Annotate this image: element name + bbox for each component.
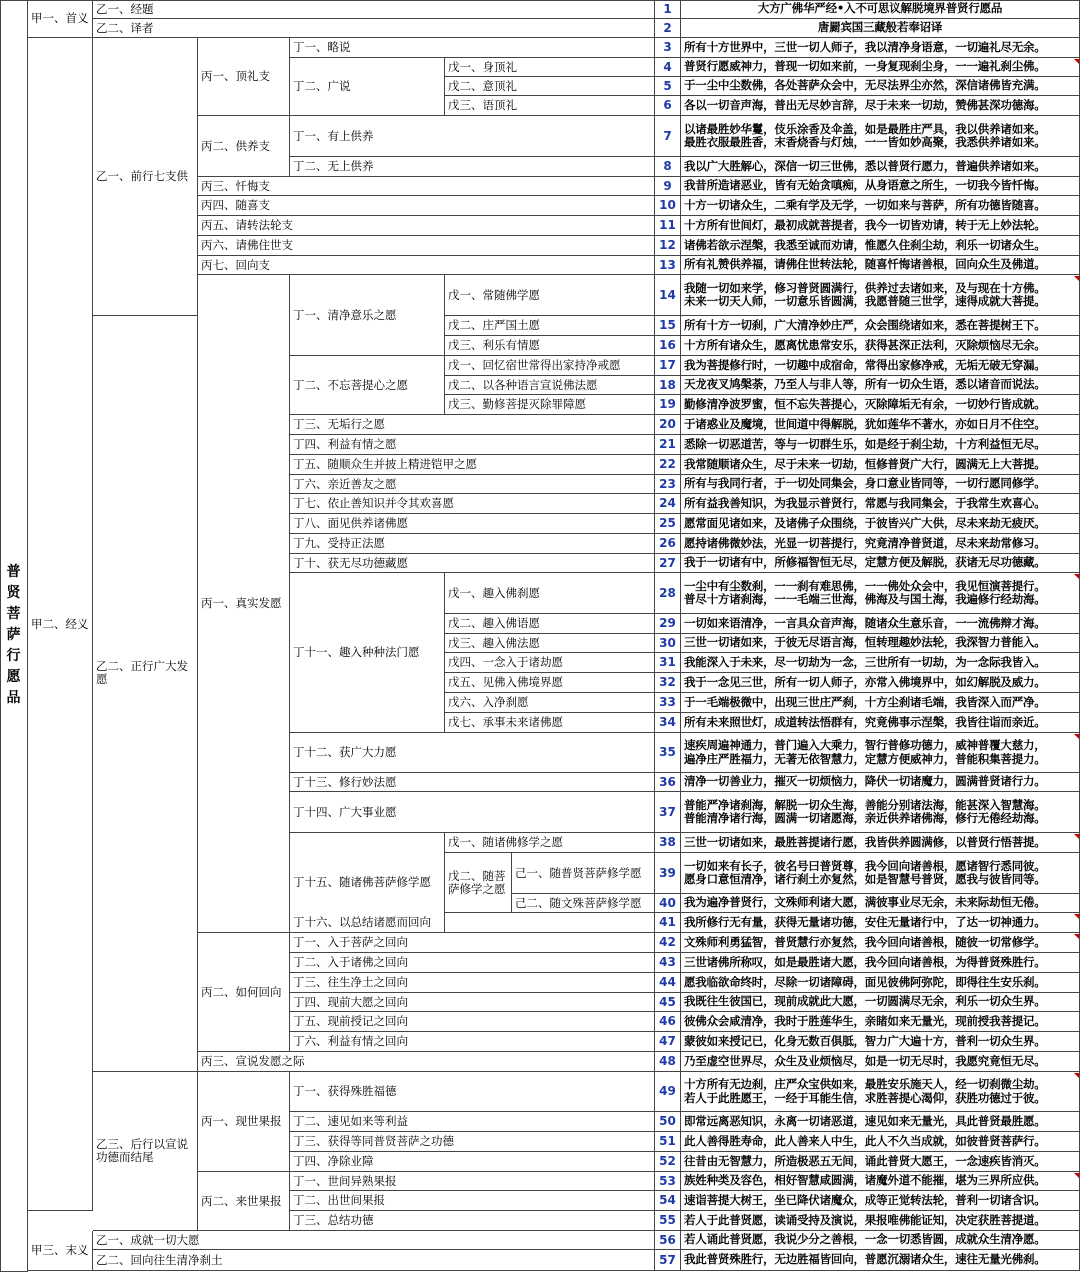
level-ji-cell: 己一、随普贤菩萨修学愿 (512, 853, 655, 894)
level-wu-cell: 戊二、趣入佛语愿 (445, 614, 655, 634)
level-ding-cell: 丁五、随顺众生并披上精进铠甲之愿 (290, 455, 655, 475)
verse-number: 31 (655, 653, 681, 673)
level-ding-cell: 丁十三、修行妙法愿 (290, 773, 655, 792)
verse-number: 35 (655, 733, 681, 773)
verse-text: 即常远离恶知识，永离一切诸恶道，速见如来无量光，具此普贤最胜愿。 (681, 1112, 1080, 1132)
verse-text: 所有未来照世灯，成道转法悟群有，究竟佛事示涅槃，我皆往诣而亲近。 (681, 713, 1080, 733)
level-ding-cell: 丁十五、随诸佛菩萨修学愿 (290, 833, 445, 933)
verse-text: 一切如来语清净，一言具众音声海，随诸众生意乐音，一一流佛辩才海。 (681, 614, 1080, 634)
level-ding-cell: 丁三、无垢行之愿 (290, 415, 655, 435)
verse-number: 30 (655, 634, 681, 653)
verse-number: 5 (655, 77, 681, 96)
verse-number: 23 (655, 475, 681, 494)
verse-text: 于诸惑业及魔境，世间道中得解脱，犹如莲华不著水，亦如日月不住空。 (681, 415, 1080, 435)
verse-text: 天龙夜叉鸠槃荼，乃至人与非人等，所有一切众生语，悉以诸音而说法。 (681, 376, 1080, 395)
verse-number: 3 (655, 38, 681, 58)
level-wu-cell: 戊一、常随佛学愿 (445, 275, 655, 316)
verse-text: 我于一切诸有中，所修福智恒无尽，定慧方便及解脱，获诸无尽功德藏。 (681, 554, 1080, 573)
verse-number: 57 (655, 1250, 681, 1271)
verse-number: 16 (655, 336, 681, 356)
level-bing-cell: 丙二、来世果报 (198, 1172, 290, 1231)
level-ding-cell: 丁六、利益有情之回向 (290, 1032, 655, 1052)
verse-text: 我此普贤殊胜行，无边胜福皆回向，普愿沉溺诸众生，速往无量光佛刹。 (681, 1250, 1080, 1271)
verse-number: 18 (655, 376, 681, 395)
verse-text: 三世一切诸如来，于彼无尽语言海，恒转理趣妙法轮，我深智力普能入。 (681, 634, 1080, 653)
level-wu-cell: 戊三、利乐有情愿 (445, 336, 655, 356)
verse-number: 17 (655, 356, 681, 376)
verse-number: 53 (655, 1172, 681, 1191)
verse-text: 以诸最胜妙华鬘，伎乐涂香及伞盖，如是最胜庄严具，我以供养诸如来。 最胜衣服最胜香，末香烧香与灯烛，一一皆如妙高聚，我悉供养诸如来。 (681, 116, 1080, 157)
level-yi-cell: 乙一、前行七支供 (93, 38, 198, 316)
verse-text: 乃至虚空世界尽，众生及业烦恼尽，如是一切无尽时，我愿究竟恒无尽。 (681, 1052, 1080, 1072)
verse-number: 36 (655, 773, 681, 792)
verse-text: 于一尘中尘数佛，各处菩萨众会中，无尽法界尘亦然，深信诸佛皆充满。 (681, 77, 1080, 96)
verse-text: 彼佛众会咸清净，我时于胜莲华生，亲睹如来无量光，现前授我菩提记。 (681, 1012, 1080, 1032)
comment-marker-icon (1074, 59, 1079, 64)
comment-marker-icon (1074, 914, 1079, 919)
verse-text: 我随一切如来学，修习普贤圆满行，供养过去诸如来，及与现在十方佛。 未来一切天人师，一切意乐皆圆满，我愿普随三世学，速得成就大菩提。 (681, 275, 1080, 316)
comment-marker-icon (1074, 574, 1079, 579)
level-wu-cell: 戊二、意顶礼 (445, 77, 655, 96)
level-ding-cell: 丁六、亲近善友之愿 (290, 475, 655, 494)
level-yi-cell: 乙一、经题 (93, 0, 655, 19)
level-ding-cell: 丁七、依止善知识并令其欢喜愿 (290, 494, 655, 514)
level-bing-cell: 丙三、宣说发愿之际 (198, 1052, 655, 1072)
level-bing-cell: 丙七、回向支 (198, 256, 655, 275)
verse-text: 我常随顺诸众生，尽于未来一切劫，恒修普贤广大行，圆满无上大菩提。 (681, 455, 1080, 475)
verse-text: 一尘中有尘数刹，一一刹有难思佛，一一佛处众会中，我见恒演菩提行。 普尽十方诸刹海，一一毛端三世海，佛海及与国土海，我遍修行经劫海。 (681, 573, 1080, 614)
verse-text: 速诣菩提大树王，坐已降伏诸魔众，成等正觉转法轮，普利一切诸含识。 (681, 1191, 1080, 1211)
verse-number: 45 (655, 993, 681, 1012)
verse-text: 三世一切诸如来，最胜菩提诸行愿，我皆供养圆满修，以普贤行悟菩提。 (681, 833, 1080, 853)
verse-text: 我以广大胜解心，深信一切三世佛，悉以普贤行愿力，普遍供养诸如来。 (681, 157, 1080, 177)
verse-number: 32 (655, 673, 681, 693)
level-wu-cell: 戊一、身顶礼 (445, 58, 655, 77)
verse-number: 43 (655, 953, 681, 973)
verse-text: 普贤行愿威神力，普现一切如来前，一身复现刹尘身，一一遍礼刹尘佛。 (681, 58, 1080, 77)
verse-text: 愿我临欲命终时，尽除一切诸障碍，面见彼佛阿弥陀，即得往生安乐刹。 (681, 973, 1080, 993)
verse-number: 15 (655, 316, 681, 336)
level-wu-cell: 戊一、回忆宿世常得出家持净戒愿 (445, 356, 655, 376)
verse-number: 14 (655, 275, 681, 316)
level-wu-cell: 戊三、趣入佛法愿 (445, 634, 655, 653)
level-ding-cell: 丁十、获无尽功德藏愿 (290, 554, 655, 573)
verse-number: 20 (655, 415, 681, 435)
level-wu-cell: 戊二、庄严国土愿 (445, 316, 655, 336)
verse-text: 我为菩提修行时，一切趣中成宿命，常得出家修净戒，无垢无破无穿漏。 (681, 356, 1080, 376)
level-ding-cell: 丁二、无上供养 (290, 157, 655, 177)
verse-text: 悉除一切恶道苦，等与一切群生乐，如是经于刹尘劫，十方利益恒无尽。 (681, 435, 1080, 455)
level-ding-cell: 丁四、净除业障 (290, 1152, 655, 1172)
verse-number: 21 (655, 435, 681, 455)
level-wu-cell: 戊三、语顶礼 (445, 96, 655, 116)
verse-number: 48 (655, 1052, 681, 1072)
level-wu-cell: 戊七、承事未来诸佛愿 (445, 713, 655, 733)
level-ji-cell: 己二、随文殊菩萨修学愿 (512, 894, 655, 913)
verse-number: 1 (655, 0, 681, 19)
level-bing-cell: 丙一、真实发愿 (198, 275, 290, 933)
level-wu-cell: 戊一、随诸佛修学之愿 (445, 833, 655, 853)
verse-number: 8 (655, 157, 681, 177)
verse-number: 34 (655, 713, 681, 733)
level-jia-cell: 甲三、末义 (28, 1231, 93, 1271)
verse-text: 各以一切音声海，普出无尽妙言辞，尽于未来一切劫，赞佛甚深功德海。 (681, 96, 1080, 116)
verse-text: 于一毛端极微中，出现三世庄严刹，十方尘刹诸毛端，我皆深入而严净。 (681, 693, 1080, 713)
level-ding-cell: 丁二、入于诸佛之回向 (290, 953, 655, 973)
verse-number: 47 (655, 1032, 681, 1052)
verse-number: 2 (655, 19, 681, 38)
verse-text: 我所修行无有量，获得无量诸功德，安住无量诸行中，了达一切神通力。 (681, 913, 1080, 933)
level-yi-cell: 乙二、回向往生清净刹土 (93, 1250, 655, 1271)
level-yi-cell: 乙三、后行以宣说 功德而结尾 (93, 1072, 198, 1231)
verse-text: 族姓种类及容色，相好智慧咸圆满，诸魔外道不能摧，堪为三界所应供。 (681, 1172, 1080, 1191)
verse-text: 我为遍净普贤行，文殊师利诸大愿，满彼事业尽无余，未来际劫恒无倦。 (681, 894, 1080, 913)
level-ding-cell: 丁八、面见供养诸佛愿 (290, 514, 655, 534)
verse-number: 56 (655, 1231, 681, 1250)
verse-number: 25 (655, 514, 681, 534)
level-bing-cell: 丙二、如何回向 (198, 933, 290, 1052)
level-wu-cell: 戊一、趣入佛刹愿 (445, 573, 655, 614)
verse-text: 若人于此普贤愿，读诵受持及演说，果报唯佛能证知，决定获胜菩提道。 (681, 1211, 1080, 1231)
verse-number: 22 (655, 455, 681, 475)
verse-number: 28 (655, 573, 681, 614)
verse-text: 诸佛若欲示涅槃，我悉至诚而劝请，惟愿久住刹尘劫，利乐一切诸众生。 (681, 236, 1080, 256)
verse-number: 11 (655, 216, 681, 236)
verse-number: 41 (655, 913, 681, 933)
level-ding-cell: 丁四、利益有情之愿 (290, 435, 655, 455)
comment-marker-icon (1074, 1173, 1079, 1178)
comment-marker-icon (1074, 834, 1079, 839)
verse-number: 33 (655, 693, 681, 713)
level-wu-cell: 戊四、一念入于诸劫愿 (445, 653, 655, 673)
verse-text: 清净一切善业力，摧灭一切烦恼力，降伏一切诸魔力，圆满普贤诸行力。 (681, 773, 1080, 792)
verse-text: 文殊师利勇猛智，普贤慧行亦复然，我今回向诸善根，随彼一切常修学。 (681, 933, 1080, 953)
verse-number: 39 (655, 853, 681, 894)
verse-text: 所有礼赞供养福，请佛住世转法轮，随喜忏悔诸善根，回向众生及佛道。 (681, 256, 1080, 275)
verse-number: 51 (655, 1132, 681, 1152)
verse-text: 唐罽宾国三藏般若奉诏译 (681, 19, 1080, 38)
verse-text: 普能严净诸刹海，解脱一切众生海，善能分别诸法海，能甚深入智慧海。 普能清净诸行海，圆满一切诸愿海，亲近供养诸佛海，修行无倦经劫海。 (681, 792, 1080, 833)
verse-number: 7 (655, 116, 681, 157)
verse-number: 49 (655, 1072, 681, 1112)
comment-marker-icon (1074, 1073, 1079, 1078)
verse-text: 此人善得胜寿命，此人善来人中生，此人不久当成就，如彼普贤菩萨行。 (681, 1132, 1080, 1152)
verse-text: 十方所有诸众生，愿离忧患常安乐，获得甚深正法利，灭除烦恼尽无余。 (681, 336, 1080, 356)
verse-text: 速疾周遍神通力，普门遍入大乘力，智行普修功德力，威神普覆大慈力， 遍净庄严胜福力，无著无依智慧力，定慧方便威神力，普能积集菩提力。 (681, 733, 1080, 773)
verse-text: 三世诸佛所称叹，如是最胜诸大愿，我今回向诸善根，为得普贤殊胜行。 (681, 953, 1080, 973)
verse-text: 大方广佛华严经•入不可思议解脱境界普贤行愿品 (681, 0, 1080, 19)
level-ding-cell: 丁三、获得等同普贤菩萨之功德 (290, 1132, 655, 1152)
verse-number: 50 (655, 1112, 681, 1132)
verse-number: 55 (655, 1211, 681, 1231)
level-wu-cell: 戊三、勤修菩提灭除罪障愿 (445, 395, 655, 415)
level-wu-cell: 戊二、随菩 萨修学之愿 (445, 853, 512, 913)
level-bing-cell: 丙四、随喜支 (198, 196, 655, 216)
verse-number: 40 (655, 894, 681, 913)
verse-text: 我昔所造诸恶业，皆有无始贪嗔痴，从身语意之所生，一切我今皆忏悔。 (681, 177, 1080, 196)
level-ding-cell: 丁一、入于菩萨之回向 (290, 933, 655, 953)
level-jia-cell: 甲二、经义 (28, 38, 93, 1211)
level-ding-cell: 丁三、往生净土之回向 (290, 973, 655, 993)
verse-number: 10 (655, 196, 681, 216)
verse-number: 6 (655, 96, 681, 116)
verse-number: 37 (655, 792, 681, 833)
level-ding-cell: 丁一、略说 (290, 38, 655, 58)
level-jia-cell: 甲一、首义 (28, 0, 93, 38)
level-ding-cell: 丁十六、以总结诸愿而回向 (290, 913, 655, 933)
verse-text: 十方所有世间灯，最初成就菩提者，我今一切皆劝请，转于无上妙法轮。 (681, 216, 1080, 236)
level-yi-cell: 乙二、译者 (93, 19, 655, 38)
level-bing-cell: 丙六、请佛住世支 (198, 236, 655, 256)
verse-number: 38 (655, 833, 681, 853)
level-ding-cell: 丁二、广说 (290, 58, 445, 116)
verse-text: 所有十方世界中，三世一切人师子，我以清净身语意，一切遍礼尽无余。 (681, 38, 1080, 58)
verse-number: 9 (655, 177, 681, 196)
verse-number: 52 (655, 1152, 681, 1172)
level-bing-cell: 丙一、顶礼支 (198, 38, 290, 116)
level-ding-cell: 丁五、现前授记之回向 (290, 1012, 655, 1032)
level-ding-cell: 丁二、出世间果报 (290, 1191, 655, 1211)
level-ding-cell: 丁二、速见如来等利益 (290, 1112, 655, 1132)
level-wu-cell: 戊六、入净刹愿 (445, 693, 655, 713)
verse-text: 勤修清净波罗蜜，恒不忘失菩提心，灭除障垢无有余，一切妙行皆成就。 (681, 395, 1080, 415)
verse-text: 我能深入于未来，尽一切劫为一念，三世所有一切劫，为一念际我皆入。 (681, 653, 1080, 673)
verse-text: 蒙彼如来授记已，化身无数百俱胝，智力广大遍十方，普利一切众生界。 (681, 1032, 1080, 1052)
level-wu-cell: 戊二、以各种语言宣说佛法愿 (445, 376, 655, 395)
verse-text: 十方所有无边刹，庄严众宝供如来，最胜安乐施天人，经一切刹微尘劫。 若人于此胜愿王，一经于耳能生信，求胜菩提心渴仰，获胜功德过于彼。 (681, 1072, 1080, 1112)
verse-text: 所有与我同行者，于一切处同集会，身口意业皆同等，一切行愿同修学。 (681, 475, 1080, 494)
level-bing-cell: 丙二、供养支 (198, 116, 290, 177)
verse-number: 24 (655, 494, 681, 514)
verse-number: 27 (655, 554, 681, 573)
level-ding-cell: 丁一、世间异熟果报 (290, 1172, 655, 1191)
verse-text: 所有益我善知识，为我显示普贤行，常愿与我同集会，于我常生欢喜心。 (681, 494, 1080, 514)
verse-text: 我于一念见三世，所有一切人师子，亦常入佛境界中，如幻解脱及威力。 (681, 673, 1080, 693)
level-yi-cell: 乙一、成就一切大愿 (93, 1231, 655, 1250)
level-yi-cell: 乙二、正行广大发 愿 (93, 275, 198, 1072)
verse-text: 一切如来有长子，彼名号曰普贤尊，我今回向诸善根，愿诸智行悉同彼。 愿身口意恒清净，诸行刹土亦复然，如是智慧号普贤，愿我与彼皆同等。 (681, 853, 1080, 894)
verse-text: 愿常面见诸如来，及诸佛子众围绕，于彼皆兴广大供，尽未来劫无疲厌。 (681, 514, 1080, 534)
level-ding-cell: 丁十二、获广大力愿 (290, 733, 655, 773)
verse-text: 所有十方一切刹，广大清净妙庄严，众会围绕诸如来，悉在菩提树王下。 (681, 316, 1080, 336)
verse-number: 4 (655, 58, 681, 77)
level-ding-cell: 丁十四、广大事业愿 (290, 792, 655, 833)
level-ding-cell: 丁十一、趣入种种法门愿 (290, 573, 445, 733)
verse-number: 46 (655, 1012, 681, 1032)
level-ding-cell: 丁一、有上供养 (290, 116, 655, 157)
level-ding-cell: 丁三、总结功德 (290, 1211, 655, 1231)
level-ding-cell: 丁一、获得殊胜福德 (290, 1072, 655, 1112)
level-bing-cell: 丙一、现世果报 (198, 1072, 290, 1172)
verse-number: 13 (655, 256, 681, 275)
level-ding-cell: 丁四、现前大愿之回向 (290, 993, 655, 1012)
comment-marker-icon (1074, 276, 1079, 281)
level-ding-cell: 丁一、清净意乐之愿 (290, 275, 445, 356)
verse-number: 26 (655, 534, 681, 554)
verse-number: 19 (655, 395, 681, 415)
verse-number: 44 (655, 973, 681, 993)
comment-marker-icon (1074, 734, 1079, 739)
verse-text: 愿持诸佛微妙法，光显一切菩提行，究竟清净普贤道，尽未来劫常修习。 (681, 534, 1080, 554)
level-ding-cell: 丁二、不忘菩提心之愿 (290, 356, 445, 415)
comment-marker-icon (1074, 934, 1079, 939)
verse-number: 42 (655, 933, 681, 953)
verse-number: 54 (655, 1191, 681, 1211)
level-bing-cell: 丙五、请转法轮支 (198, 216, 655, 236)
scripture-title: 普 贤 菩 萨 行 愿 品 (0, 0, 28, 1272)
verse-text: 十方一切诸众生，二乘有学及无学，一切如来与菩萨，所有功德皆随喜。 (681, 196, 1080, 216)
verse-number: 29 (655, 614, 681, 634)
verse-text: 若人诵此普贤愿，我说少分之善根，一念一切悉皆圆，成就众生清净愿。 (681, 1231, 1080, 1250)
verse-text: 我既往生彼国已，现前成就此大愿，一切圆满尽无余，利乐一切众生界。 (681, 993, 1080, 1012)
verse-number: 12 (655, 236, 681, 256)
level-wu-cell: 戊五、见佛入佛境界愿 (445, 673, 655, 693)
level-bing-cell: 丙三、忏悔支 (198, 177, 655, 196)
level-ding-cell: 丁九、受持正法愿 (290, 534, 655, 554)
verse-text: 往昔由无智慧力，所造极恶五无间，诵此普贤大愿王，一念速疾皆消灭。 (681, 1152, 1080, 1172)
